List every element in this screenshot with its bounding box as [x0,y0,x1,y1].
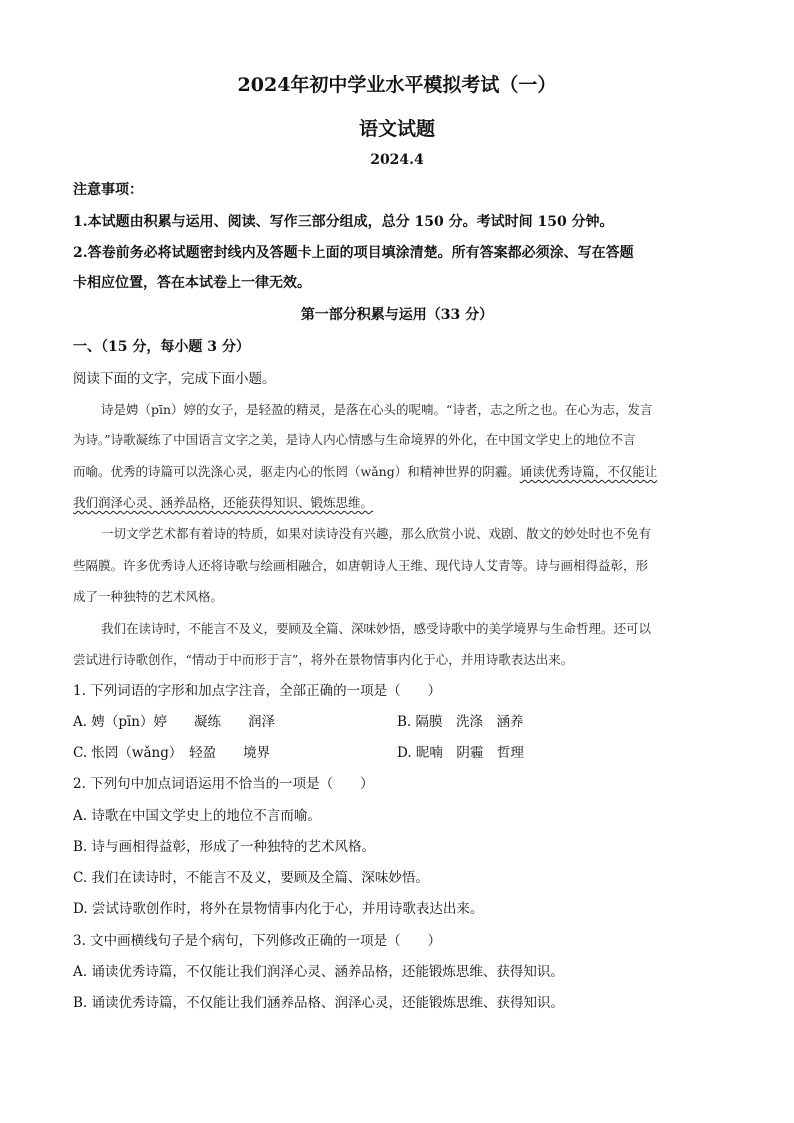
question-1-option-a[interactable]: A. 娉（pīn）婷 凝练 润泽 [73,714,275,730]
passage-p1-line-3 [73,462,719,482]
question-3-stem: 3. 文中画横线句子是个病句，下列修改正确的一项是（ ） [73,933,442,949]
passage-p2-line-1: 一切文学艺术都有着诗的特质，如果对读诗没有兴趣，那么欣赏小说、戏剧、散文的妙处时也不免有 [101,526,652,541]
section1-heading: 一、（15 分，每小题 3 分） [73,339,250,355]
exam-date: 2024.4 [370,152,424,168]
passage-p2-line-3: 成了一种独特的艺术风格。 [73,589,224,604]
passage-p1-line-1: 诗是娉（pīn）婷的女子，是轻盈的精灵，是落在心头的呢喃。“诗者，志之所之也。在心为志，发言 [101,402,653,417]
notes-item-2-line-1: 2.答卷前务必将试题密封线内及答题卡上面的项目填涂清楚。所有答案都必须涂、写在答题 [73,245,634,261]
exam-subtitle: 语文试题 [358,118,435,140]
question-3-option-b[interactable]: B. 诵读优秀诗篇，不仅能让我们涵养品格、润泽心灵，还能锻炼思维、获得知识。 [73,995,565,1011]
question-2-option-d[interactable]: D. 尝试诗歌创作时，将外在景物情事内化于心，并用诗歌表达出来。 [73,901,484,917]
question-3-option-a[interactable]: A. 诵读优秀诗篇，不仅能让我们润泽心灵、涵养品格，还能锻炼思维、获得知识。 [73,964,564,980]
reading-instruction: 阅读下面的文字，完成下面小题。 [73,371,276,387]
passage-p1-line-4 [73,493,723,513]
question-2-stem: 2. 下列句中加点词语运用不恰当的一项是（ ） [73,776,374,792]
passage-p3-line-2: 尝试进行诗歌创作，“情动于中而形于言”，将外在景物情事内化于心，并用诗歌表达出来。 [73,652,574,667]
question-1-option-d[interactable]: D. 昵喃 阴霾 哲理 [397,745,524,761]
question-1-stem: 1. 下列词语的字形和加点字注音，全部正确的一项是（ ） [73,683,442,699]
passage-p2-line-2: 些隔膜。许多优秀诗人还将诗歌与绘画相融合，如唐朝诗人王维、现代诗人艾青等。诗与画相得益彰，形 [73,558,649,573]
passage-p1-line-2: 为诗。”诗歌凝练了中国语言文字之美，是诗人内心情感与生命境界的外化，在中国文学史上的地位不言 [73,432,636,447]
part1-title: 第一部分积累与运用（33 分） [300,307,494,323]
underlined-sentence-part-2: 我们润泽心灵、涵养品格，还能获得知识、锻炼思维。 [73,495,374,510]
passage-p1-line-3-plain: 而喻。优秀的诗篇可以洗涤心灵，驱走内心的怅罔（wǎng）和精神世界的阴霾。 [73,464,520,479]
question-2-option-b[interactable]: B. 诗与画相得益彰，形成了一种独特的艺术风格。 [73,839,376,855]
notes-item-2-line-2: 卡相应位置，答在本试卷上一律无效。 [73,275,311,291]
question-1-option-b[interactable]: B. 隔膜 洗涤 涵养 [397,714,524,730]
question-1-option-c[interactable]: C. 怅罔（wǎng） 轻盈 境界 [73,745,271,761]
exam-title: 2024年初中学业水平模拟考试（一） [237,74,557,96]
notes-heading: 注意事项： [73,182,143,198]
underlined-sentence-part-1: 诵读优秀诗篇，不仅能让 [519,464,658,479]
question-2-option-c[interactable]: C. 我们在读诗时，不能言不及义，要顾及全篇、深味妙悟。 [73,870,429,886]
passage-p3-line-1: 我们在读诗时，不能言不及义，要顾及全篇、深味妙悟，感受诗歌中的美学境界与生命哲理。还可以 [101,621,652,636]
question-2-option-a[interactable]: A. 诗歌在中国文学史上的地位不言而喻。 [73,808,321,824]
notes-item-1: 1.本试题由积累与运用、阅读、写作三部分组成，总分 150 分。考试时间 150 分钟。 [73,214,614,230]
